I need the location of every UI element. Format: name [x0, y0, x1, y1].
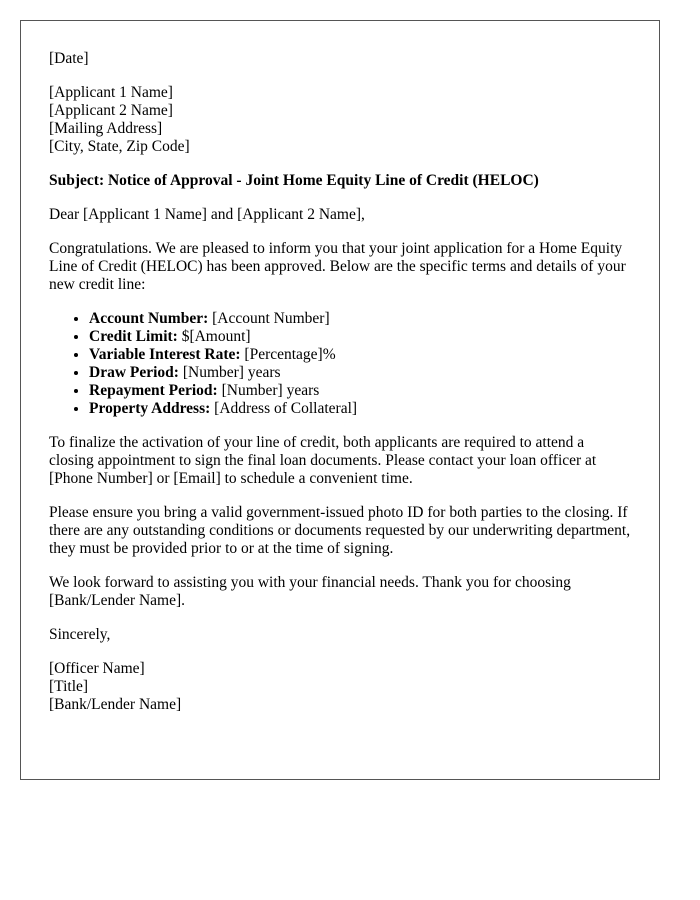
- recipient-applicant-2: [Applicant 2 Name]: [49, 102, 173, 119]
- term-value-account-number: [Account Number]: [208, 310, 330, 327]
- term-label-interest-rate: Variable Interest Rate:: [89, 346, 241, 363]
- term-label-repayment-period: Repayment Period:: [89, 382, 218, 399]
- signature-block: [49, 660, 631, 714]
- term-label-credit-limit: Credit Limit:: [89, 328, 178, 345]
- list-item: [89, 328, 631, 346]
- term-label-property-address: Property Address:: [89, 400, 211, 417]
- subject-line: Subject: Notice of Approval - Joint Home Equity Line of Credit (HELOC): [49, 172, 539, 189]
- term-value-credit-limit: $[Amount]: [177, 328, 251, 345]
- recipient-mailing-address: [Mailing Address]: [49, 120, 163, 137]
- letter-date: [Date]: [49, 50, 89, 67]
- sign-off: Sincerely,: [49, 626, 111, 643]
- term-value-repayment-period: [Number] years: [217, 382, 320, 399]
- list-item: [89, 310, 631, 328]
- recipient-applicant-1: [Applicant 1 Name]: [49, 84, 173, 101]
- signature-title: [Title]: [49, 678, 89, 695]
- list-item: [89, 382, 631, 400]
- term-value-interest-rate: [Percentage]%: [240, 346, 336, 363]
- intro-paragraph: Congratulations. We are pleased to inform you that your joint application for a Home Equity Line of Credit (HELOC) has been approved. Below are the specific terms and details of your new credit line:: [49, 240, 626, 293]
- list-item: [89, 400, 631, 418]
- closing-appointment-paragraph: To finalize the activation of your line of credit, both applicants are required to attend a closing appointment to sign the final loan documents. Please contact your loan officer at [Phone Number] or [Email] to schedule a convenient time.: [49, 434, 597, 487]
- salutation: Dear [Applicant 1 Name] and [Applicant 2 Name],: [49, 206, 365, 223]
- signature-lender-name: [Bank/Lender Name]: [49, 696, 182, 713]
- id-requirements-paragraph: Please ensure you bring a valid government-issued photo ID for both parties to the closing. If there are any outstanding conditions or documents requested by our underwriting department, they must be provided prior to or at the time of signing.: [49, 504, 631, 557]
- term-value-property-address: [Address of Collateral]: [210, 400, 358, 417]
- terms-list: [49, 310, 631, 418]
- term-value-draw-period: [Number] years: [178, 364, 281, 381]
- recipient-address-block: [49, 84, 631, 156]
- thanks-paragraph: We look forward to assisting you with your financial needs. Thank you for choosing [Bank/Lender Name].: [49, 574, 571, 609]
- date-line: [49, 50, 631, 68]
- recipient-city-state-zip: [City, State, Zip Code]: [49, 138, 190, 155]
- list-item: [89, 364, 631, 382]
- letter-container: [20, 20, 660, 780]
- term-label-account-number: Account Number:: [89, 310, 209, 327]
- signature-officer-name: [Officer Name]: [49, 660, 145, 677]
- list-item: [89, 346, 631, 364]
- term-label-draw-period: Draw Period:: [89, 364, 179, 381]
